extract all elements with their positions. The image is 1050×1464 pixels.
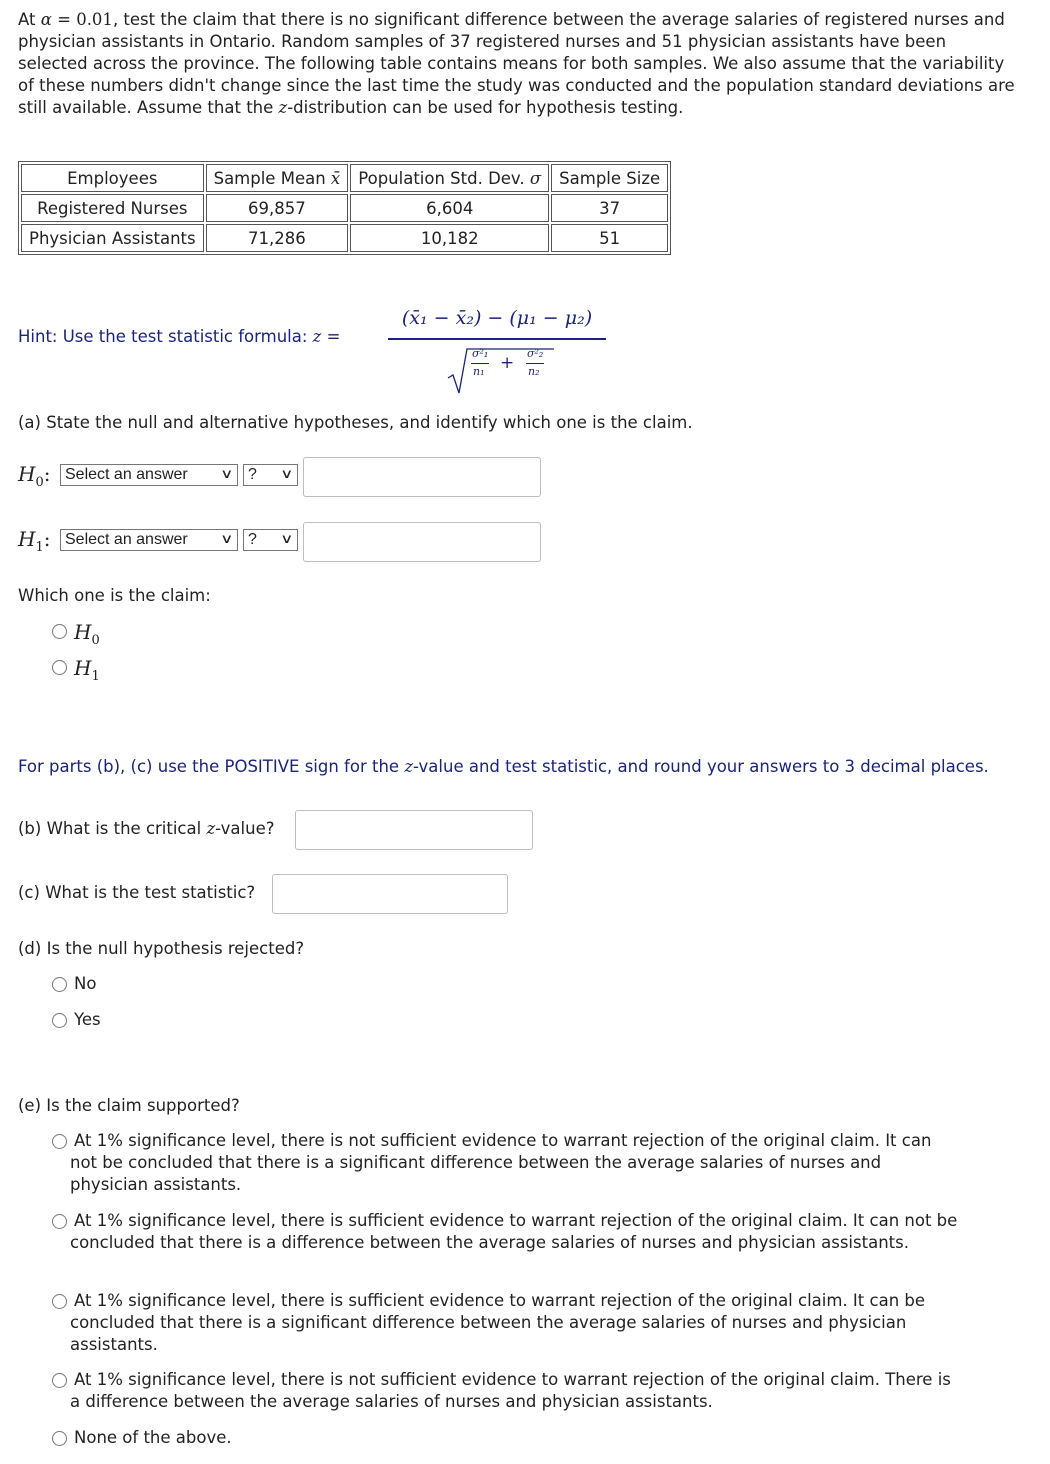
part-e-prompt: (e) Is the claim supported? — [18, 1096, 240, 1115]
critical-z-input[interactable] — [295, 810, 533, 850]
h0-parameter-select[interactable]: Select an answer ∨ — [60, 464, 238, 486]
claim-option-4-label: At 1% significance level, there is not sufficient evidence to warrant rejection of the original claim. There is a difference between the average salaries of nurses and physician assistants. — [70, 1370, 951, 1411]
hint-text: Hint: Use the test statistic formula: z = — [18, 327, 341, 346]
test-statistic-formula — [386, 307, 608, 397]
claim-option-3-label: At 1% significance level, there is sufficient evidence to warrant rejection of the original claim. It can be concluded that there is a significant difference between the average salaries of nurses and physician assistants. — [70, 1291, 926, 1354]
claim-h1-label: $H_1$ — [74, 656, 100, 684]
fraction-bar — [526, 363, 544, 364]
data-table — [18, 161, 671, 255]
instructions-text: For parts (b), (c) use the POSITIVE sign for the z-value and test statistic, and round your answers to 3 decimal places. — [18, 757, 989, 776]
formula-sigma2: σ²₂ — [527, 347, 544, 360]
claim-h1-radio[interactable] — [52, 660, 67, 675]
chevron-down-icon: ∨ — [280, 531, 294, 546]
reject-yes-radio[interactable] — [52, 1013, 67, 1028]
h1-operator-select[interactable]: ? ∨ — [243, 529, 298, 551]
h0-operator-select[interactable]: ? ∨ — [243, 464, 298, 486]
formula-numerator: (x̄₁ − x̄₂) − (μ₁ − μ₂) — [401, 307, 593, 329]
chevron-down-icon: ∨ — [280, 466, 294, 481]
reject-no-label: No — [74, 974, 97, 993]
table-header-cell: Employees — [21, 164, 204, 192]
table-cell: 37 — [551, 194, 668, 222]
test-statistic-input[interactable] — [272, 874, 508, 914]
claim-prompt: Which one is the claim: — [18, 586, 211, 605]
table-cell: 6,604 — [350, 194, 549, 222]
reject-yes-label: Yes — [74, 1010, 101, 1029]
question-text: At α = 0.01, test the claim that there is no significant difference between the average salaries of registered nurses and physician assistants in Ontario. Random samples of 37 registered nurses and 51 physician assistants have been selected across the province. The following table contains means for both samples. We also assume that the variability of these numbers didn't change since the last time the study was conducted and the population standard deviations are still available. Assume that the z-distribution can be used for hypothesis testing. — [18, 10, 1015, 117]
table-cell: 71,286 — [206, 224, 349, 252]
part-c-prompt: (c) What is the test statistic? — [18, 883, 256, 902]
h0-value-input[interactable] — [303, 457, 541, 497]
table-cell: Registered Nurses — [21, 194, 204, 222]
table-header-row — [21, 164, 668, 192]
part-a-prompt: (a) State the null and alternative hypotheses, and identify which one is the claim. — [18, 413, 693, 432]
h1-parameter-select[interactable]: Select an answer ∨ — [60, 529, 238, 551]
claim-option-1-label: At 1% significance level, there is not sufficient evidence to warrant rejection of the original claim. It can not be concluded that there is a significant difference between the average salaries of nurses and physician assistants. — [70, 1131, 932, 1194]
formula-n1: n₁ — [473, 365, 485, 378]
chevron-down-icon: ∨ — [220, 531, 234, 546]
alpha-symbol: α — [40, 10, 52, 29]
table-header-cell: Sample Mean x̄ — [206, 164, 349, 192]
chevron-down-icon: ∨ — [220, 466, 234, 481]
table-cell: Physician Assistants — [21, 224, 204, 252]
table-header-cell: Population Std. Dev. σ — [350, 164, 549, 192]
part-d-prompt: (d) Is the null hypothesis rejected? — [18, 939, 305, 958]
claim-option-5-radio[interactable] — [52, 1431, 67, 1446]
claim-option-2-label: At 1% significance level, there is sufficient evidence to warrant rejection of the original claim. It can not be concluded that there is a difference between the average salaries of nurses and physician assistants. — [70, 1211, 958, 1252]
formula-plus: + — [500, 353, 515, 373]
h0-label: $H_0$: — [18, 462, 51, 490]
table-row — [21, 194, 668, 222]
part-b-prompt: (b) What is the critical z-value? — [18, 819, 275, 838]
claim-option-1-radio[interactable] — [52, 1134, 67, 1149]
claim-option-4-radio[interactable] — [52, 1373, 67, 1388]
reject-no-radio[interactable] — [52, 977, 67, 992]
formula-n2: n₂ — [528, 365, 540, 378]
table-row — [21, 224, 668, 252]
fraction-bar — [471, 363, 489, 364]
h1-label: $H_1$: — [18, 527, 51, 555]
table-cell: 51 — [551, 224, 668, 252]
table-cell: 10,182 — [350, 224, 549, 252]
claim-option-3-radio[interactable] — [52, 1294, 67, 1309]
claim-h0-label: $H_0$ — [74, 620, 100, 648]
table-cell: 69,857 — [206, 194, 349, 222]
formula-sigma1: σ²₁ — [472, 347, 489, 360]
claim-option-2-radio[interactable] — [52, 1214, 67, 1229]
fraction-bar — [388, 338, 606, 340]
h1-value-input[interactable] — [303, 522, 541, 562]
table-header-cell: Sample Size — [551, 164, 668, 192]
claim-h0-radio[interactable] — [52, 624, 67, 639]
claim-option-5-label: None of the above. — [74, 1428, 232, 1447]
